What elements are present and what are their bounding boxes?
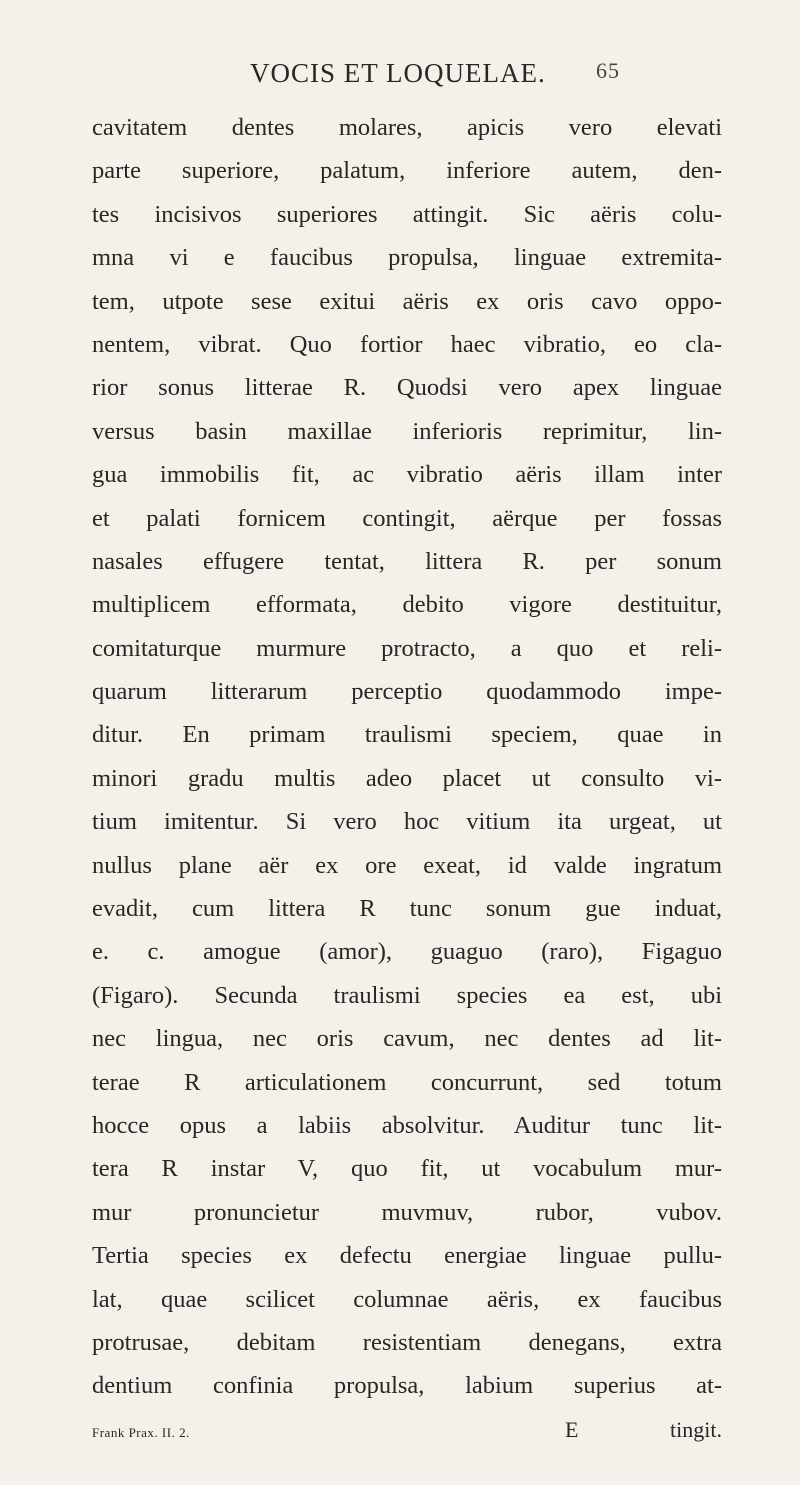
text-line: gua immobilis fit, ac vibratio aëris illam inter [92,461,722,489]
text-line: rior sonus litterae R. Quodsi vero apex linguae [92,374,722,402]
text-line: protrusae, debitam resistentiam denegans, extra [92,1328,722,1356]
page-number: 65 [596,58,620,83]
body-text [92,106,722,1451]
text-line: (Figaro). Secunda traulismi species ea est, ubi [92,981,722,1009]
signature-mark: Frank Prax. II. 2. [92,1424,190,1440]
catchword: tingit. [670,1416,722,1442]
text-line: terae R articulationem concurrunt, sed totum [92,1068,722,1096]
text-line: nullus plane aër ex ore exeat, id valde ingratum [92,851,722,879]
text-line: nec lingua, nec oris cavum, nec dentes ad lit- [92,1025,722,1053]
text-line: multiplicem efformata, debito vigore destituitur, [92,591,722,619]
text-line: hocce opus a labiis absolvitur. Auditur tunc lit- [92,1111,722,1139]
text-line: e. c. amogue (amor), guaguo (raro), Figaguo [92,938,722,966]
signature-letter: E [565,1416,579,1442]
text-line: mna vi e faucibus propulsa, linguae extremita- [92,244,722,272]
text-line: versus basin maxillae inferioris reprimitur, lin- [92,417,722,445]
text-line: et palati fornicem contingit, aërque per fossas [92,504,722,532]
running-header [250,58,620,98]
text-line: lat, quae scilicet columnae aëris, ex faucibus [92,1285,722,1313]
text-line: tium imitentur. Si vero hoc vitium ita urgeat, ut [92,808,722,836]
text-line: tes incisivos superiores attingit. Sic aëris colu- [92,200,722,228]
text-line: Tertia species ex defectu energiae linguae pullu- [92,1242,722,1270]
text-line: evadit, cum littera R tunc sonum gue induat, [92,895,722,923]
text-line: parte superiore, palatum, inferiore autem, den- [92,157,722,185]
text-line: minori gradu multis adeo placet ut consulto vi- [92,764,722,792]
text-line: comitaturque murmure protracto, a quo et reli- [92,634,722,662]
running-title: VOCIS ET LOQUELAE. [250,58,546,88]
text-line: tera R instar V, quo fit, ut vocabulum mur- [92,1155,722,1183]
text-line: dentium confinia propulsa, labium superius at- [92,1372,722,1400]
text-line: mur pronuncietur muvmuv, rubor, vubov. [92,1198,722,1226]
text-line: ditur. En primam traulismi speciem, quae in [92,721,722,749]
text-line: nasales effugere tentat, littera R. per sonum [92,547,722,575]
footer-line [92,1408,722,1451]
text-line: quarum litterarum perceptio quodammodo impe- [92,678,722,706]
text-line: cavitatem dentes molares, apicis vero elevati [92,114,722,141]
text-line: nentem, vibrat. Quo fortior haec vibratio, eo cla- [92,330,722,358]
text-line: tem, utpote sese exitui aëris ex oris cavo oppo- [92,287,722,315]
